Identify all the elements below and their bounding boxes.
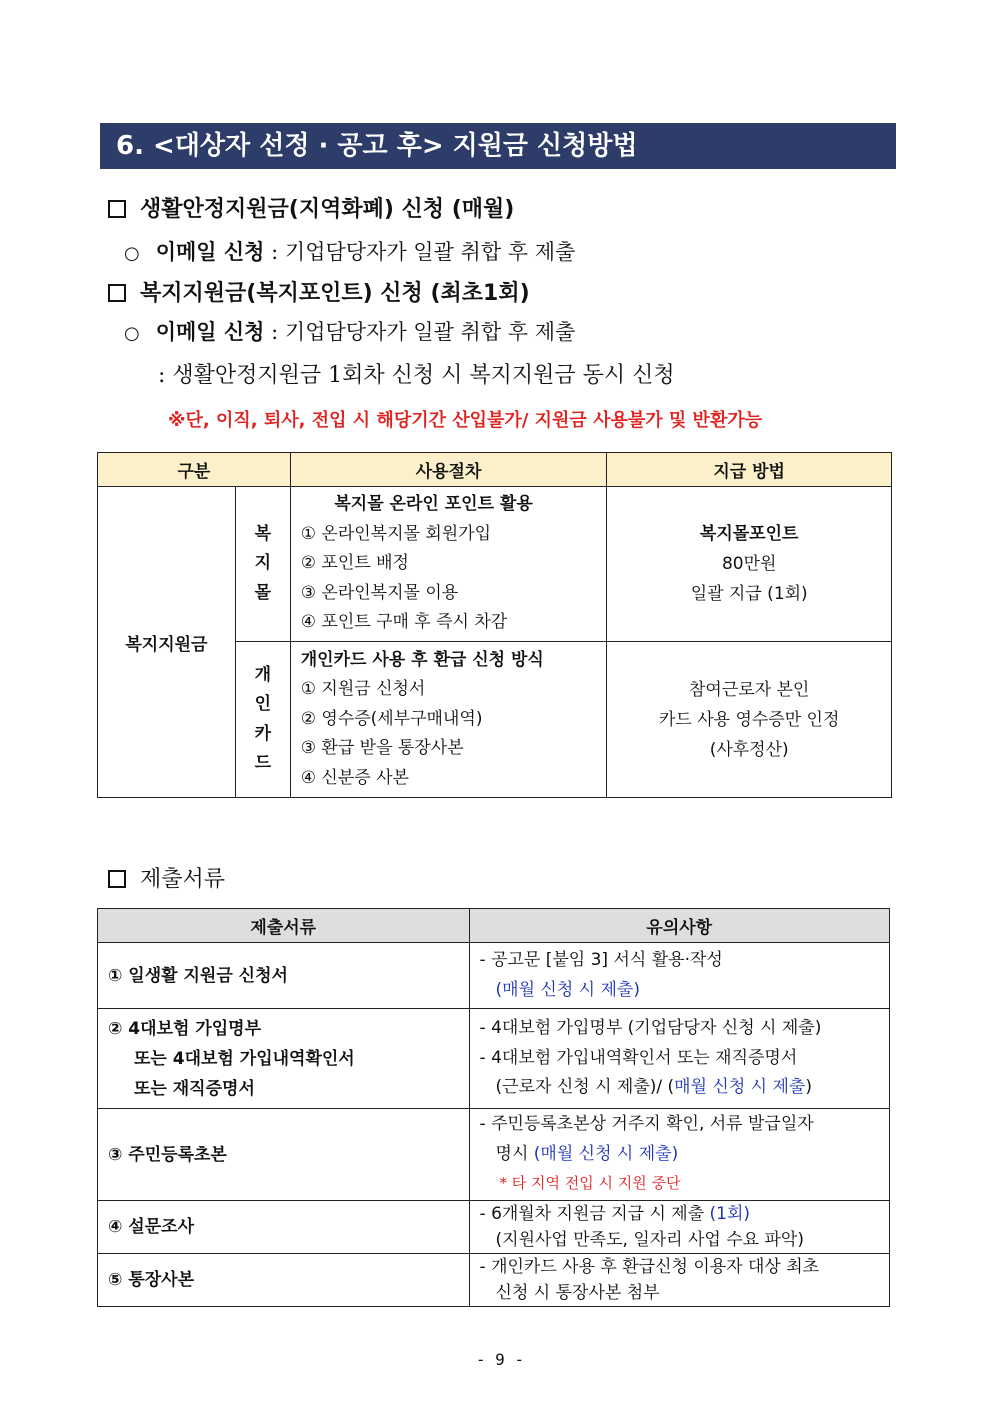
- document-name: 또는 4대보험 가입내역확인서: [134, 1048, 355, 1069]
- document-cell: [98, 943, 470, 1009]
- checkbox-square-icon: [108, 200, 126, 218]
- payment-line: 카드 사용 영수증만 인정: [658, 709, 840, 730]
- document-cell: [98, 1201, 470, 1254]
- page-number: - 9 -: [475, 1350, 525, 1369]
- header-document: 제출서류: [98, 909, 470, 943]
- notes-cell: [469, 1254, 889, 1307]
- payment-line: 복지몰포인트: [699, 524, 799, 544]
- note-emphasis: (매월 신청 시 제출): [533, 1143, 679, 1164]
- note-text: ): [805, 1077, 812, 1098]
- table-row: [98, 1109, 890, 1201]
- note-text: - 주민등록초본상 거주지 확인, 서류 발급일자: [479, 1114, 814, 1135]
- payment-line: 80만원: [721, 554, 777, 574]
- sub-char: 몰: [254, 582, 271, 603]
- payment-line: 일괄 지급 (1회): [690, 584, 808, 604]
- notes-cell: [469, 1009, 889, 1109]
- sub-char: 지: [254, 553, 271, 574]
- note-text: - 4대보험 가입명부 (기업담당자 신청 시 제출): [479, 1018, 822, 1039]
- note-line: [480, 1110, 889, 1140]
- sub-char: 개: [254, 664, 271, 685]
- document-name: ③ 주민등록초본: [108, 1144, 227, 1165]
- note-line: [480, 946, 889, 976]
- section-title: 6. <대상자 선정 · 공고 후> 지원금 신청방법: [116, 131, 638, 161]
- document-name: ② 4대보험 가입명부: [108, 1018, 262, 1039]
- sub-category-cell: [235, 642, 290, 798]
- circle-bullet-icon: ○: [124, 243, 140, 264]
- note-emphasis: (매월 신청 시 제출): [495, 979, 640, 1000]
- note-line: [480, 1201, 889, 1227]
- procedure-step: ① 지원금 신청서: [300, 679, 426, 700]
- document-name: ⑤ 통장사본: [108, 1270, 194, 1290]
- table-header-row: [98, 909, 890, 943]
- welfare-note: : 생활안정지원금 1회차 신청 시 복지지원금 동시 신청: [158, 363, 675, 388]
- sub-char: 카: [254, 723, 271, 744]
- bullet-label: 이메일 신청: [155, 320, 265, 344]
- welfare-email-bullet: [124, 316, 575, 346]
- note-text: - 6개월차 지원금 지급 시 제출: [479, 1204, 710, 1224]
- notes-cell: [469, 1201, 889, 1254]
- note-line: [480, 1169, 889, 1199]
- procedure-step: ④ 포인트 구매 후 즉시 차감: [300, 612, 508, 633]
- warning-note: ※단, 이직, 퇴사, 전입 시 해당기간 산입불가/ 지원금 사용불가 및 반환가능: [168, 410, 763, 431]
- docs-heading-text: 제출서류: [140, 867, 226, 892]
- docs-heading: [108, 862, 225, 893]
- sub-char: 드: [254, 753, 271, 773]
- note-line: [480, 976, 889, 1006]
- document-name: ④ 설문조사: [108, 1217, 194, 1237]
- section-title-banner: [100, 123, 896, 169]
- note-text: (근로자 신청 시 제출)/ (: [495, 1077, 675, 1098]
- table-row: [98, 1201, 890, 1254]
- document-name: 또는 재직증명서: [134, 1078, 255, 1099]
- header-payment: 지급 방법: [607, 453, 892, 487]
- table-row: [98, 1254, 890, 1307]
- procedure-step: ③ 온라인복지몰 이용: [300, 582, 459, 603]
- note-text: 신청 시 통장사본 첨부: [495, 1283, 660, 1303]
- category-cell: 복지지원금: [98, 487, 236, 798]
- procedure-step: ④ 신분증 사본: [300, 767, 409, 788]
- payment-line: 참여근로자 본인: [689, 679, 810, 700]
- note-text: 명시: [495, 1143, 534, 1164]
- note-text: - 개인카드 사용 후 환급신청 이용자 대상 최초: [479, 1257, 820, 1277]
- note-line: [480, 1227, 889, 1253]
- document-name: ① 일생활 지원금 신청서: [108, 965, 288, 986]
- living-email-bullet: [124, 236, 575, 266]
- payment-cell: [607, 642, 892, 798]
- payment-cell: [607, 487, 892, 642]
- checkbox-square-icon: [108, 870, 126, 888]
- bullet-desc: : 기업담당자가 일괄 취합 후 제출: [271, 320, 576, 344]
- note-line: [480, 1073, 889, 1103]
- note-line: [480, 1280, 889, 1306]
- bullet-label: 이메일 신청: [155, 240, 265, 264]
- sub-char: 복: [254, 523, 271, 544]
- procedure-step: ② 영수증(세부구매내역): [300, 708, 483, 729]
- note-text: (지원사업 만족도, 일자리 사업 수요 파악): [495, 1230, 804, 1250]
- checkbox-square-icon: [108, 284, 126, 302]
- document-cell: [98, 1009, 470, 1109]
- welfare-heading: [108, 276, 530, 307]
- document-cell: [98, 1254, 470, 1307]
- welfare-heading-text: 복지지원금(복지포인트) 신청 (최초1회): [140, 281, 530, 306]
- notes-cell: [469, 943, 889, 1009]
- table-row: [98, 943, 890, 1009]
- table-header-row: [98, 453, 892, 487]
- submission-docs-table: [97, 908, 890, 1307]
- circle-bullet-icon: ○: [124, 323, 140, 344]
- note-text: - 4대보험 가입내역확인서 또는 재직증명서: [479, 1047, 798, 1068]
- procedure-title: 개인카드 사용 후 환급 신청 방식: [300, 649, 544, 670]
- note-line: [480, 1140, 889, 1170]
- procedure-step: ② 포인트 배정: [300, 553, 409, 574]
- bullet-desc: : 기업담당자가 일괄 취합 후 제출: [271, 240, 576, 264]
- note-line: [480, 1254, 889, 1280]
- note-emphasis: 매월 신청 시 제출: [674, 1077, 806, 1098]
- note-text: - 공고문 [붙임 3] 서식 활용·작성: [479, 950, 723, 970]
- header-category: 구분: [98, 453, 291, 487]
- note-line: [480, 1014, 889, 1044]
- sub-char: 인: [254, 694, 271, 714]
- procedure-title: 복지몰 온라인 포인트 활용: [334, 494, 533, 515]
- document-cell: [98, 1109, 470, 1201]
- procedure-step: ③ 환급 받을 통장사본: [300, 738, 464, 759]
- table-row: [98, 1009, 890, 1109]
- payment-line: (사후정산): [709, 739, 789, 760]
- note-warning: * 타 지역 전입 시 지원 중단: [499, 1174, 681, 1193]
- procedure-cell: [290, 487, 607, 642]
- header-notes: 유의사항: [469, 909, 889, 943]
- procedure-cell: [290, 642, 607, 798]
- welfare-procedure-table: [97, 452, 892, 798]
- header-procedure: 사용절차: [290, 453, 607, 487]
- table-row: [98, 487, 892, 642]
- procedure-step: ① 온라인복지몰 회원가입: [300, 523, 492, 544]
- living-heading-text: 생활안정지원금(지역화폐) 신청 (매월): [140, 197, 515, 222]
- living-heading: [108, 192, 514, 223]
- notes-cell: [469, 1109, 889, 1201]
- note-emphasis: (1회): [709, 1204, 751, 1224]
- note-line: [480, 1044, 889, 1074]
- sub-category-cell: [235, 487, 290, 642]
